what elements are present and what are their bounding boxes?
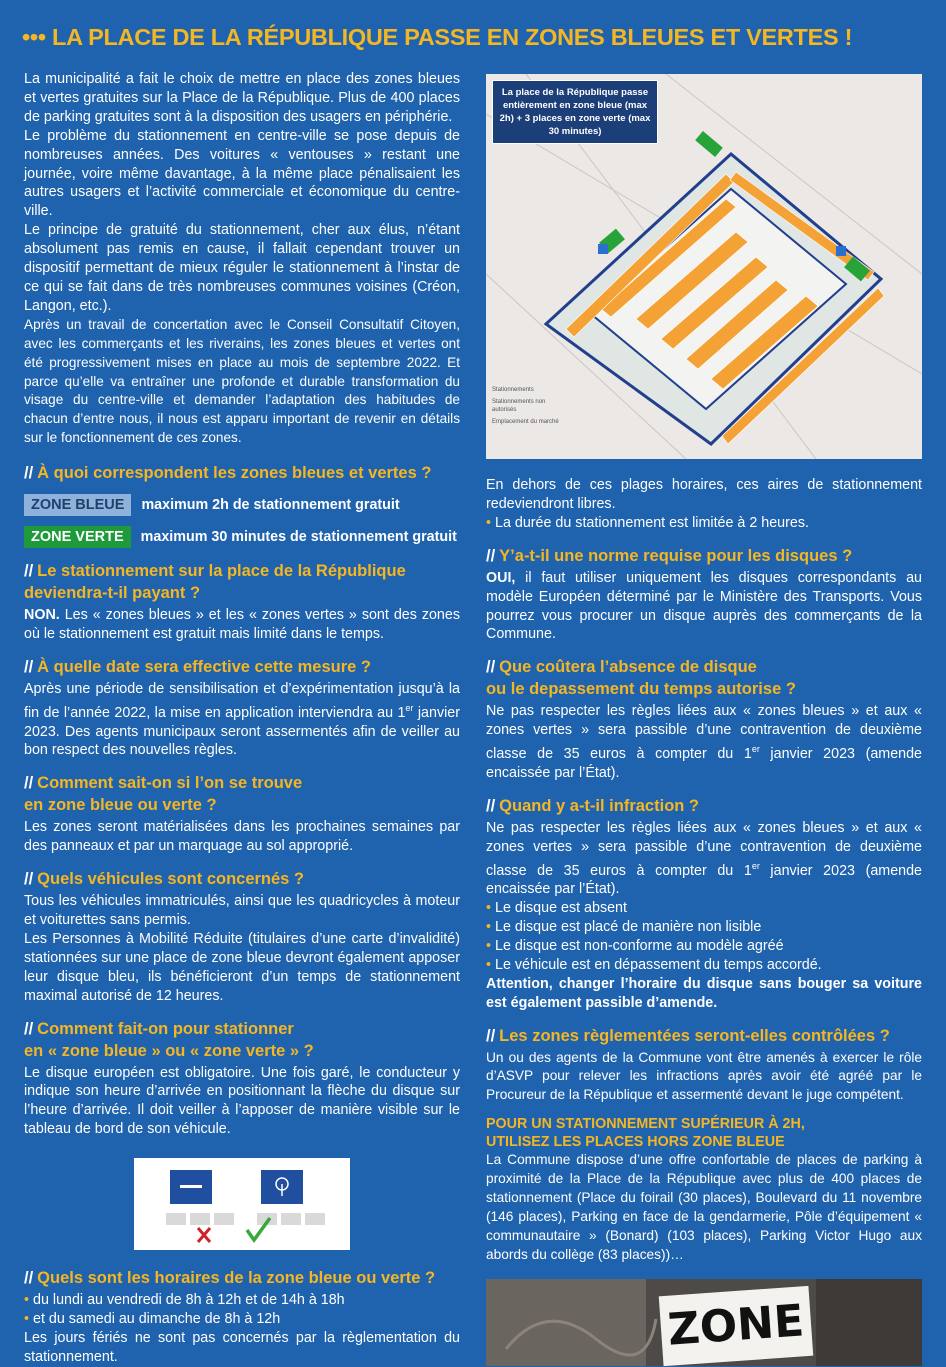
- question-text: Comment sait-on si l’on se trouve: [37, 774, 303, 793]
- answer-text: Les jours fériés ne sont pas concernés par la règlementation du stationnement.: [24, 1330, 460, 1365]
- slash-mark: //: [24, 657, 34, 676]
- answer-text: Les zones seront matérialisées dans les prochaines semaines par des panneaux et par un marquage au sol approprié.: [24, 819, 460, 855]
- list-item-text: du lundi au vendredi de 8h à 12h et de 14h à 18h: [33, 1292, 345, 1309]
- zone-bleue-badge: ZONE BLEUE: [24, 494, 131, 516]
- question-heading: [24, 1018, 460, 1062]
- intro-paragraph: Après un travail de concertation avec le Conseil Consultatif Citoyen, avec les commerçants et les riverains, les zones bleues et vertes ont été progressivement mises en place au mois de septembre 2022. Et parce qu’elle va entraîner une profonde et durable transformation du visage du centre-ville et demander l’adaptation des habitudes de chacun d’entre nous, il nous est apparu important de revenir en détails sur le fonctionnement de ces zones.: [24, 316, 460, 446]
- zone-bleue-row: [24, 494, 460, 516]
- answer-body: janvier 2023. Des agents municipaux seront assermentés afin de veiller au bon respect des nouvelles règles.: [24, 704, 460, 759]
- question-text: Que coûtera l’absence de disque: [499, 658, 757, 677]
- answer-bold: OUI,: [486, 569, 516, 586]
- intro-paragraph: Le problème du stationnement en centre-ville se pose depuis de nombreuses années. Des voitures « ventouses » restant une journée, voire même davantage, à la même place pénalisaient les autres usagers et l’activité commerciale et économique du centre-ville.: [24, 127, 460, 220]
- question-heading: [486, 1025, 922, 1047]
- question-text: deviendra-t-il payant ?: [24, 584, 201, 603]
- answer-body: Après une période de sensibilisation et d’expérimentation jusqu’à la fin de l’année 2022, la mise en application interviendra au 1: [24, 680, 460, 721]
- bullet: •: [24, 1311, 30, 1328]
- question-text: en zone bleue ou verte ?: [24, 796, 217, 815]
- question-text: en « zone bleue » ou « zone verte » ?: [24, 1041, 314, 1060]
- intro-paragraph: Le principe de gratuité du stationnement, cher aux élus, n’étant absolument pas remis en cause, il fallait cependant trouver un dispositif permettant de mieux réguler le stationnement à l’instar de ce qui se fait dans de très nombreuses communes voisines (Créon, Langon, etc.).: [24, 222, 460, 314]
- parking-disc-illustration: [134, 1158, 350, 1250]
- answer-text: [24, 606, 460, 644]
- answer-text: Tous les véhicules immatriculés, ainsi que les quadricycles à moteur et voiturettes sans permis.: [24, 893, 460, 929]
- intro-paragraph: La municipalité a fait le choix de mettre en place des zones bleues et vertes gratuites sur la Place de la République. Plus de 400 places de parking gratuites sont à la disposition des usagers en périphérie.: [24, 71, 460, 125]
- question-heading: [486, 656, 922, 700]
- map-caption: La place de la République passe entièrement en zone bleue (max 2h) + 3 places en zone verte (max 30 minutes): [492, 80, 658, 144]
- slash-mark: //: [486, 796, 496, 815]
- zone-verte-text: maximum 30 minutes de stationnement gratuit: [140, 529, 457, 546]
- list-item: [24, 1310, 460, 1329]
- list-item: [24, 1291, 460, 1310]
- superscript: er: [751, 860, 760, 871]
- legend-item: Stationnements: [492, 387, 534, 393]
- zone-bleue-text: maximum 2h de stationnement gratuit: [141, 497, 400, 514]
- list-item: [486, 918, 922, 937]
- bullet: •: [486, 956, 492, 973]
- question-heading: [24, 656, 460, 678]
- answer-text: [486, 569, 922, 645]
- bullet: •: [486, 937, 492, 954]
- bullet: •: [486, 514, 492, 531]
- question-text: ou le depassement du temps autorise ?: [486, 680, 796, 699]
- question-heading: [24, 868, 460, 890]
- question-heading: [24, 772, 460, 816]
- question-text: Les zones règlementées seront-elles contrôlées ?: [499, 1026, 890, 1045]
- list-item-text: Le véhicule est en dépassement du temps accordé.: [495, 956, 822, 973]
- question-heading: [486, 795, 922, 817]
- slash-mark: //: [24, 1019, 34, 1038]
- answer-body: Ne pas respecter les règles liées aux « zones bleues » et aux « zones vertes » sera passible d’une contravention de deuxième classe de 35 euros à compter du 1: [486, 819, 922, 879]
- question-heading: [24, 462, 460, 484]
- list-item: [486, 514, 922, 533]
- right-column: [486, 476, 922, 1265]
- answer-bold: NON.: [24, 607, 60, 624]
- parking-map: [486, 74, 922, 459]
- legend-item: Emplacement du marché: [492, 419, 559, 425]
- answer-text: Un ou des agents de la Commune vont être amenés à exercer le rôle d’ASVP pour relever les infractions après avoir été agréé par le Procureur de la République et assermenté devant le juge compétent.: [486, 1049, 922, 1103]
- question-text: Quand y a-t-il infraction ?: [499, 796, 700, 815]
- answer-body: janvier 2023 (amende encaissée par l’État).: [486, 745, 922, 781]
- answer-text: En dehors de ces plages horaires, ces aires de stationnement redeviendront libres.: [486, 477, 922, 512]
- cross-icon: [198, 1228, 210, 1242]
- list-item-text: Le disque est absent: [495, 900, 627, 917]
- answer-body: il faut utiliser uniquement les disques correspondants au modèle Européen déterminé par le Ministère des Transports. Vous pourrez vous procurer un disque auprès des commerçants de la Commune.: [486, 569, 922, 643]
- question-text: Comment fait-on pour stationner: [37, 1019, 294, 1038]
- slash-mark: //: [24, 464, 34, 483]
- superscript: er: [405, 702, 414, 713]
- subheading-line: UTILISEZ LES PLACES HORS ZONE BLEUE: [486, 1134, 785, 1151]
- answer-body: Les « zones bleues » et les « zones vertes » sont des zones où le stationnement est gratuit mais limité dans le temps.: [24, 607, 460, 643]
- slash-mark: //: [486, 658, 496, 677]
- answer-body: Ne pas respecter les règles liées aux « zones bleues » et aux « zones vertes » sera passible d’une contravention de deuxième classe de 35 euros à compter du 1: [486, 703, 922, 762]
- intro-text: [24, 70, 460, 448]
- bullet: •: [486, 900, 492, 917]
- list-item-text: Le disque est placé de manière non lisible: [495, 919, 762, 936]
- list-item-text: Le disque est non-conforme au modèle agréé: [495, 937, 784, 954]
- zone-verte-badge: ZONE VERTE: [24, 526, 131, 548]
- question-heading: [24, 560, 460, 604]
- answer-text: [486, 819, 922, 899]
- legend-item: Stationnements non autorisés: [492, 399, 546, 413]
- list-item-text: La durée du stationnement est limitée à 2 heures.: [495, 514, 809, 531]
- map-legend: [492, 386, 562, 430]
- question-text: Y’a-t-il une norme requise pour les disques ?: [499, 546, 853, 565]
- list-item-text: et du samedi au dimanche de 8h à 12h: [33, 1311, 281, 1328]
- page-title: ••• LA PLACE DE LA RÉPUBLIQUE PASSE EN ZONES BLEUES ET VERTES !: [22, 24, 853, 50]
- slash-mark: //: [486, 1026, 496, 1045]
- slash-mark: //: [24, 774, 34, 793]
- question-text: À quoi correspondent les zones bleues et vertes ?: [37, 464, 432, 483]
- subheading-line: POUR UN STATIONNEMENT SUPÉRIEUR À 2H,: [486, 1116, 805, 1133]
- list-item: [486, 956, 922, 975]
- bullet: •: [24, 1292, 30, 1309]
- question-text: Quels sont les horaires de la zone bleue ou verte ?: [37, 1269, 436, 1288]
- answer-text: Le disque européen est obligatoire. Une fois garé, le conducteur y indique son heure d’arrivée en positionnant la flèche du disque sur l’heure d’arrivée. Il doit veiller à l’apposer de manière visible sur le tableau de bord de son véhicule.: [24, 1064, 460, 1138]
- disc-drawing: [134, 1158, 350, 1250]
- zone-sign-photo: [486, 1279, 922, 1366]
- answer-text: La Commune dispose d’une offre confortable de places de parking à proximité de la Place de la République avec plus de 400 places de stationnement (Place du foirail (30 places), Boulevard du 11 novembre (146 places), Parking en face de la gendarmerie, Pôle d’équipement « communautaire » (Bonard) (103 places), Parking Victor Hugo aux abords du collège (83 places))…: [486, 1152, 922, 1262]
- question-text: À quelle date sera effective cette mesure ?: [37, 657, 371, 676]
- slash-mark: //: [486, 546, 496, 565]
- slash-mark: //: [24, 870, 34, 889]
- list-item: [486, 937, 922, 956]
- slash-mark: //: [24, 1269, 34, 1288]
- slash-mark: //: [24, 562, 34, 581]
- answer-body: janvier 2023 (amende encaissée par l’État).: [486, 862, 922, 898]
- zone-verte-row: [24, 526, 460, 548]
- subheading: [486, 1115, 922, 1151]
- superscript: er: [751, 744, 760, 755]
- zone-sign: ZONE: [659, 1286, 814, 1366]
- question-text: Le stationnement sur la place de la République: [37, 562, 406, 581]
- list-item: [486, 899, 922, 918]
- question-heading: [24, 1267, 460, 1289]
- question-text: Quels véhicules sont concernés ?: [37, 870, 305, 889]
- attention-text: Attention, changer l’horaire du disque sans bouger sa voiture est également passible d’amende.: [486, 975, 922, 1011]
- bullet: •: [486, 919, 492, 936]
- answer-text: [486, 702, 922, 782]
- question-heading: [486, 545, 922, 567]
- answer-text: [24, 680, 460, 760]
- answer-text: Les Personnes à Mobilité Réduite (titulaires d’une carte d’invalidité) stationnées sur une place de zone bleue devront également apposer leur disque bleu, ils bénéficieront d’un temps de stationnement maximal autorisé de 12 heures.: [24, 930, 460, 1004]
